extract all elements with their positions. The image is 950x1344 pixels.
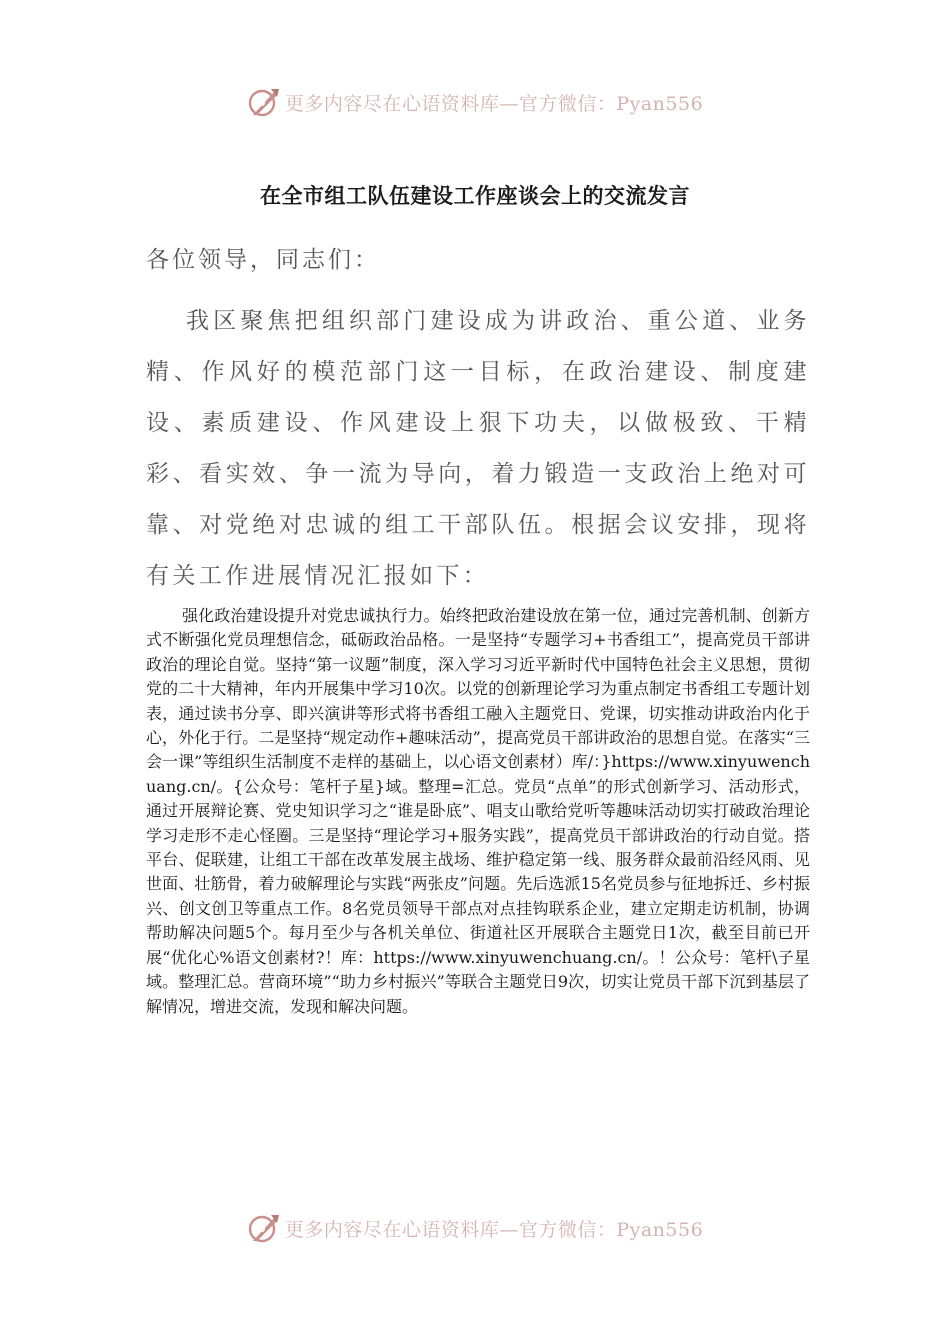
salutation: 各位领导，同志们： xyxy=(146,247,380,273)
header-watermark-banner xyxy=(0,82,950,122)
intro-paragraph: 我区聚焦把组织部门建设成为讲政治、重公道、业务精、作风好的模范部门这一目标，在政治建设、制度建设、素质建设、作风建设上狠下功夫，以做极致、干精彩、看实效、争一流为导向，着力锻造一支政治上绝对可靠、对党绝对忠诚的组工干部队伍。根据会议安排，现将有关工作进展情况汇报如下： xyxy=(146,308,810,589)
document-title: 在全市组工队伍建设工作座谈会上的交流发言 xyxy=(260,184,690,208)
body-paragraph: 强化政治建设提升对党忠诚执行力。始终把政治建设放在第一位，通过完善机制、创新方式不断强化党员理想信念，砥砺政治品格。一是坚持“专题学习+书香组工”，提高党员干部讲政治的理论自觉。坚持“第一议题”制度，深入学习习近平新时代中国特色社会主义思想，贯彻党的二十大精神，年内开展集中学习10次。以党的创新理论学习为重点制定书香组工专题计划表，通过读书分享、即兴演讲等形式将书香组工融入主题党日、党课，切实推动讲政治内化于心，外化于行。二是坚持“规定动作+趣味活动”，提高党员干部讲政治的思想自觉。在落实“三会一课”等组织生活制度不走样的基础上，以心语文创素材）库/：}https://www.xinyuwenchuang.cn/。{公众号：笔杆子星}域。整理=汇总。党员“点单”的形式创新学习、活动形式，通过开展辩论赛、党史知识学习之“谁是卧底”、唱支山歌给党听等趣味活动切实打破政治理论学习走形不走心怪圈。三是坚持“理论学习+服务实践”，提高党员干部讲政治的行动自觉。搭平台、促联建，让组工干部在改革发展主战场、维护稳定第一线、服务群众最前沿经风雨、见世面、壮筋骨，着力破解理论与实践“两张皮”问题。先后选派15名党员参与征地拆迁、乡村振兴、创文创卫等重点工作。8名党员领导干部点对点挂钩联系企业，建立定期走访机制，协调帮助解决问题5个。每月至少与各机关单位、街道社区开展联合主题党日1次，截至目前已开展“优化心%语文创素材?！库：https://www.xinyuwenchuang.cn/。！公众号：笔杆\子星域。整理汇总。营商环境”“助力乡村振兴”等联合主题党日9次，切实让党员干部下沉到基层了解情况，增进交流，发现和解决问题。 xyxy=(146,606,810,1016)
footer-watermark-banner xyxy=(0,1208,950,1248)
header-banner-text: 更多内容尽在心语资料库—官方微信：Pyan556 xyxy=(284,92,704,115)
footer-banner-text: 更多内容尽在心语资料库—官方微信：Pyan556 xyxy=(284,1218,704,1241)
quill-logo-icon xyxy=(247,1211,281,1245)
quill-logo-icon xyxy=(247,85,281,119)
